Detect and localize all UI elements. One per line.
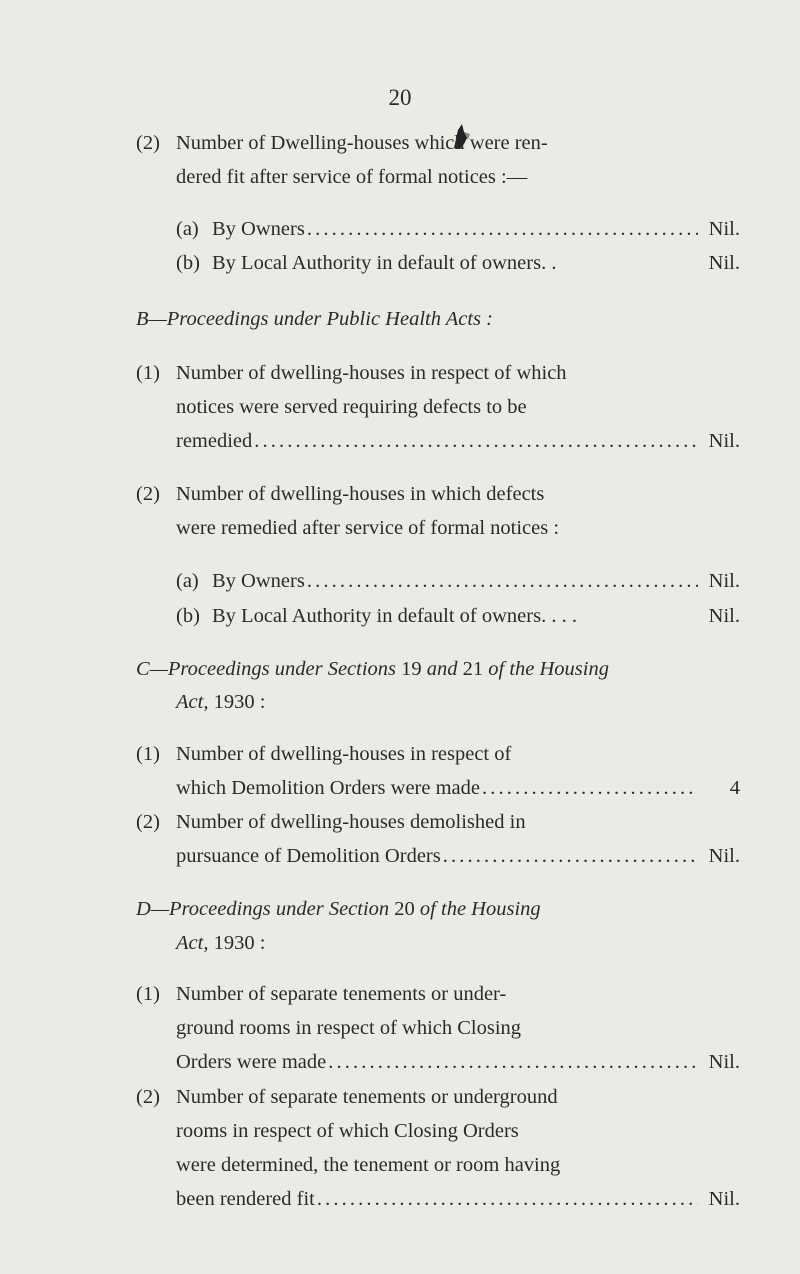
a2-item-a: (a) By Owners . . . Nil. [176, 216, 740, 242]
c2-value: Nil. [708, 845, 740, 867]
d1-line3: Orders were made . . . Nil. [176, 1049, 740, 1075]
c1-line2: which Demolition Orders were made . . . 4 [176, 775, 740, 801]
c1-line1: (1) Number of dwelling-houses in respect of [136, 743, 512, 765]
b1-line3: remedied . . . Nil. [176, 428, 740, 454]
leader-dots [317, 1186, 698, 1212]
b1-value: Nil. [708, 430, 740, 452]
a2-item-b: (b) By Local Authority in default of owners. . Nil. [176, 252, 740, 274]
a2-item-a-value: Nil. [708, 218, 740, 240]
b2-item-a-value: Nil. [708, 570, 740, 592]
b2-item-b: (b) By Local Authority in default of owners. . . . Nil. [176, 605, 740, 627]
a2-line2: dered fit after service of formal notices :— [176, 166, 528, 188]
c2-line2: pursuance of Demolition Orders . . . Nil. [176, 843, 740, 869]
page-number: 20 [388, 85, 412, 110]
a2-line1: (2) Number of Dwelling-houses which were ren- [136, 132, 548, 154]
d2-line4: been rendered fit . . . Nil. [176, 1186, 740, 1212]
b2-item-a: (a) By Owners . . . Nil. [176, 568, 740, 594]
d2-line3: were determined, the tenement or room having [176, 1154, 561, 1176]
section-c-heading-line1: C—Proceedings under Sections 19 and 21 of the Housing [136, 658, 609, 680]
section-d-heading-line1: D—Proceedings under Section 20 of the Housing [136, 898, 541, 920]
leader-dots [443, 843, 698, 869]
b1-line2: notices were served requiring defects to be [176, 396, 527, 418]
a2-marker: (2) [136, 132, 160, 154]
c2-line1: (2) Number of dwelling-houses demolished in [136, 811, 526, 833]
section-b-heading: B—Proceedings under Public Health Acts : [136, 308, 493, 330]
a2-item-b-value: Nil. [708, 252, 740, 274]
d2-line1: (2) Number of separate tenements or underground [136, 1086, 558, 1108]
leader-dots [254, 428, 698, 454]
c1-value: 4 [729, 777, 740, 799]
leader-dots [328, 1049, 698, 1075]
d2-line2: rooms in respect of which Closing Orders [176, 1120, 519, 1142]
section-c-heading-line2: Act, 1930 : [176, 691, 266, 713]
b2-line2: were remedied after service of formal notices : [176, 517, 560, 539]
d1-line1: (1) Number of separate tenements or under- [136, 983, 507, 1005]
leader-dots [307, 568, 698, 594]
section-d-heading-line2: Act, 1930 : [176, 932, 266, 954]
leader-dots [307, 216, 698, 242]
b2-line1: (2) Number of dwelling-houses in which defects [136, 483, 545, 505]
d2-value: Nil. [708, 1188, 740, 1210]
b2-item-b-value: Nil. [708, 605, 740, 627]
leader-dots [482, 775, 698, 801]
b1-line1: (1) Number of dwelling-houses in respect of which [136, 362, 567, 384]
d1-line2: ground rooms in respect of which Closing [176, 1017, 522, 1039]
d1-value: Nil. [708, 1051, 740, 1073]
